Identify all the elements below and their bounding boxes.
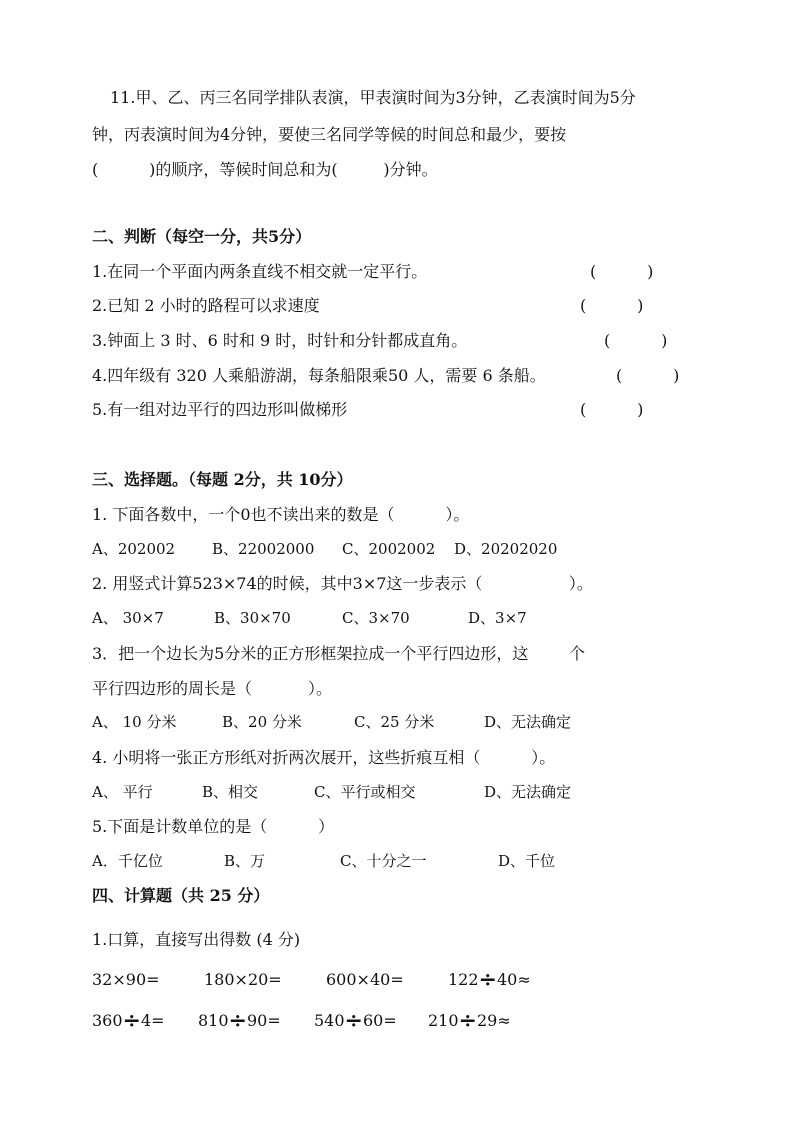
mental-math-item: 540÷60=: [314, 1008, 397, 1034]
mental-math-item: 180×20=: [204, 970, 282, 989]
choice-q2-stem: 2. 用竖式计算523×74的时候，其中3×7这一步表示（ ）。: [92, 574, 593, 593]
mental-math-item: 32×90=: [92, 970, 160, 989]
choice-q4-option-d[interactable]: D、无法确定: [484, 783, 572, 801]
choice-q5-option-d[interactable]: D、千位: [498, 852, 556, 870]
q11-line-3: ( )的顺序，等候时间总和为( )分钟。: [92, 160, 438, 179]
choice-q4-option-b[interactable]: B、相交: [202, 783, 259, 801]
choice-q3-option-b[interactable]: B、20 分米: [222, 713, 302, 731]
section-3-title: 三、选择题。（每题 2分，共 10分）: [92, 470, 353, 489]
mental-math-item: 210÷29≈: [428, 1008, 511, 1034]
choice-q5-option-b[interactable]: B、万: [224, 852, 266, 870]
choice-q3-option-c[interactable]: C、25 分米: [354, 713, 435, 731]
mental-math-item: 360÷4=: [92, 1008, 165, 1034]
judge-answer-5: ( ): [580, 400, 644, 419]
choice-q4-stem: 4. 小明将一张正方形纸对折两次展开，这些折痕互相（ ）。: [92, 748, 556, 767]
choice-q2-option-a[interactable]: A、 30×7: [92, 609, 164, 627]
choice-q2-option-b[interactable]: B、30×70: [214, 609, 291, 627]
choice-q1-option-d[interactable]: D、20202020: [454, 540, 558, 558]
choice-q1-option-b[interactable]: B、22002000: [212, 540, 315, 558]
choice-q5-option-a[interactable]: A．千亿位: [92, 852, 163, 870]
choice-q4-option-a[interactable]: A、 平行: [92, 783, 153, 801]
judge-item-4: 4.四年级有 320 人乘船游湖，每条船限乘50 人，需要 6 条船。: [92, 366, 546, 385]
judge-answer-1: ( ): [590, 262, 654, 281]
mental-math-item: 810÷90=: [198, 1008, 281, 1034]
judge-answer-3: ( ): [604, 331, 668, 350]
choice-q3-option-d[interactable]: D、无法确定: [484, 713, 572, 731]
judge-item-2: 2.已知 2 小时的路程可以求速度: [92, 296, 320, 315]
mental-math-item: 600×40=: [326, 970, 404, 989]
choice-q1-stem: 1. 下面各数中，一个0也不读出来的数是（ ）。: [92, 505, 470, 524]
choice-q2-option-d[interactable]: D、3×7: [468, 609, 527, 627]
choice-q2-option-c[interactable]: C、3×70: [342, 609, 410, 627]
choice-q5-option-c[interactable]: C、十分之一: [340, 852, 427, 870]
judge-item-3: 3.钟面上 3 时、6 时和 9 时，时针和分针都成直角。: [92, 331, 468, 350]
choice-q4-option-c[interactable]: C、平行或相交: [314, 783, 416, 801]
q11-line-1: 11.甲、乙、丙三名同学排队表演，甲表演时间为3分钟，乙表演时间为5分: [110, 88, 636, 107]
mental-math-item: 122÷40≈: [448, 967, 531, 993]
choice-q5-stem: 5.下面是计数单位的是（ ）: [92, 817, 335, 836]
choice-q3-stem-line-2: 平行四边形的周长是（ ）。: [92, 679, 332, 698]
q11-line-2: 钟，丙表演时间为4分钟，要使三名同学等候的时间总和最少，要按: [92, 125, 567, 144]
choice-q3-stem-line-1: 3．把一个边长为5分米的正方形框架拉成一个平行四边形，这 个: [92, 644, 586, 663]
choice-q3-option-a[interactable]: A、 10 分米: [92, 713, 177, 731]
choice-q1-option-c[interactable]: C、2002002: [342, 540, 436, 558]
judge-answer-2: ( ): [580, 296, 644, 315]
judge-item-5: 5.有一组对边平行的四边形叫做梯形: [92, 400, 348, 419]
mental-math-subtitle: 1.口算，直接写出得数 (4 分): [92, 930, 301, 949]
section-2-title: 二、判断（每空一分，共5分）: [92, 227, 312, 246]
section-4-title: 四、计算题（共 25 分）: [92, 886, 270, 905]
judge-item-1: 1.在同一个平面内两条直线不相交就一定平行。: [92, 262, 428, 281]
choice-q1-option-a[interactable]: A、202002: [92, 540, 176, 558]
judge-answer-4: ( ): [616, 366, 680, 385]
